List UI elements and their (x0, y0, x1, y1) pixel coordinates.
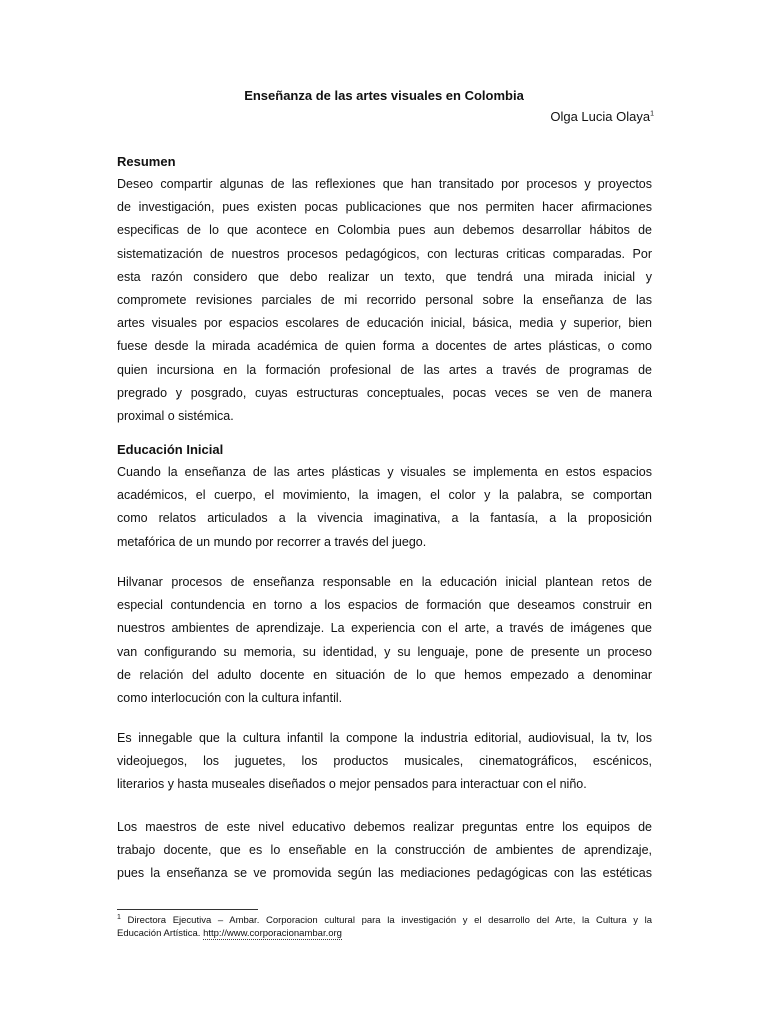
author-name: Olga Lucia Olaya (550, 109, 651, 124)
text-line: especial contundencia en torno a los espacios de formación que deseamos construir en (117, 598, 652, 613)
paragraph-resumen (117, 173, 652, 428)
text-line: de investigación, pues existen pocas publicaciones que nos permiten hacer afirmaciones (117, 200, 652, 215)
text-line: de relación del adulto docente en situación de lo que hemos empezado a denominar (117, 667, 652, 682)
text-line: especificas de lo que acontece en Colombia pues aun debemos desarrollar hábitos de (117, 223, 652, 238)
paragraph-educacion-1 (117, 461, 652, 554)
footnote-text: Directora Ejecutiva – Ambar. Corporacion cultural para la investigación y el desarrollo del Arte, la Cultura y la (120, 915, 652, 926)
text-line: artes visuales por espacios escolares de educación inicial, básica, media y superior, bien (117, 316, 652, 331)
text-line: quien incursiona en la formación profesional de las artes a través de programas de (117, 362, 652, 377)
footnote-text-2: Educación Artística. (117, 928, 204, 939)
footnote-mark: 1 (117, 913, 121, 921)
text-line: literarios y hasta museales diseñados o mejor pensados para interactuar con el niño. (117, 777, 587, 792)
section-heading-educacion-inicial: Educación Inicial (117, 442, 224, 457)
text-line: proximal o sistémica. (117, 408, 234, 423)
footnote-link[interactable]: http://www.corporacionambar.org (203, 928, 342, 939)
text-line: compromete revisiones parciales de mi recorrido personal sobre la enseñanza de las (117, 292, 652, 307)
text-line: como relatos articulados a la vivencia imaginativa, a la fantasía, a la proposición (117, 511, 652, 526)
text-line: videojuegos, los juguetes, los productos musicales, cinematográficos, escénicos, (117, 754, 652, 769)
text-line: sistematización de nuestros procesos pedagógicos, con lecturas criticas comparadas. Por (117, 246, 652, 261)
footnote-line (117, 914, 652, 927)
text-line: metafórica de un mundo por recorrer a través del juego. (117, 534, 427, 549)
document-title: Enseñanza de las artes visuales en Colombia (244, 88, 524, 103)
footnote-line (117, 927, 652, 940)
text-line: como interlocución con la cultura infantil. (117, 690, 343, 705)
author-footnote-mark[interactable]: 1 (650, 110, 654, 118)
text-line: Deseo compartir algunas de las reflexiones que han transitado por procesos y proyectos (117, 177, 652, 191)
footnote-divider (117, 909, 258, 910)
paragraph-educacion-3 (117, 727, 652, 797)
text-line: Es innegable que la cultura infantil la compone la industria editorial, audiovisual, la tv, los (117, 731, 652, 745)
text-line: fuese desde la mirada académica de quien forma a docentes de artes plásticas, o como (117, 339, 652, 354)
section-heading-resumen: Resumen (117, 154, 176, 169)
text-line: pues la enseñanza se ve promovida según las mediaciones pedagógicas con las estéticas (117, 866, 652, 881)
text-line: Hilvanar procesos de enseñanza responsable en la educación inicial plantean retos de (117, 575, 652, 589)
text-line: esta razón considero que debo realizar un texto, que tendrá una mirada inicial y (117, 269, 652, 284)
paragraph-educacion-4 (117, 816, 652, 886)
author-line (550, 108, 654, 126)
text-line: trabajo docente, que es lo enseñable en la construcción de ambientes de aprendizaje, (117, 843, 652, 858)
text-line: académicos, el cuerpo, el movimiento, la imagen, el color y la palabra, se comportan (117, 488, 652, 503)
footnote (117, 914, 652, 940)
text-line: Los maestros de este nivel educativo debemos realizar preguntas entre los equipos de (117, 820, 652, 834)
text-line: pregrado y posgrado, cuyas estructuras conceptuales, pocas veces se ven de manera (117, 385, 652, 400)
text-line: nuestros ambientes de aprendizaje. La experiencia con el arte, a través de imágenes que (117, 621, 652, 636)
text-line: van configurando su memoria, su identidad, y su lenguaje, pone de presente un proceso (117, 644, 652, 659)
text-line: Cuando la enseñanza de las artes plásticas y visuales se implementa en estos espacios (117, 465, 652, 479)
paragraph-educacion-2 (117, 571, 652, 710)
